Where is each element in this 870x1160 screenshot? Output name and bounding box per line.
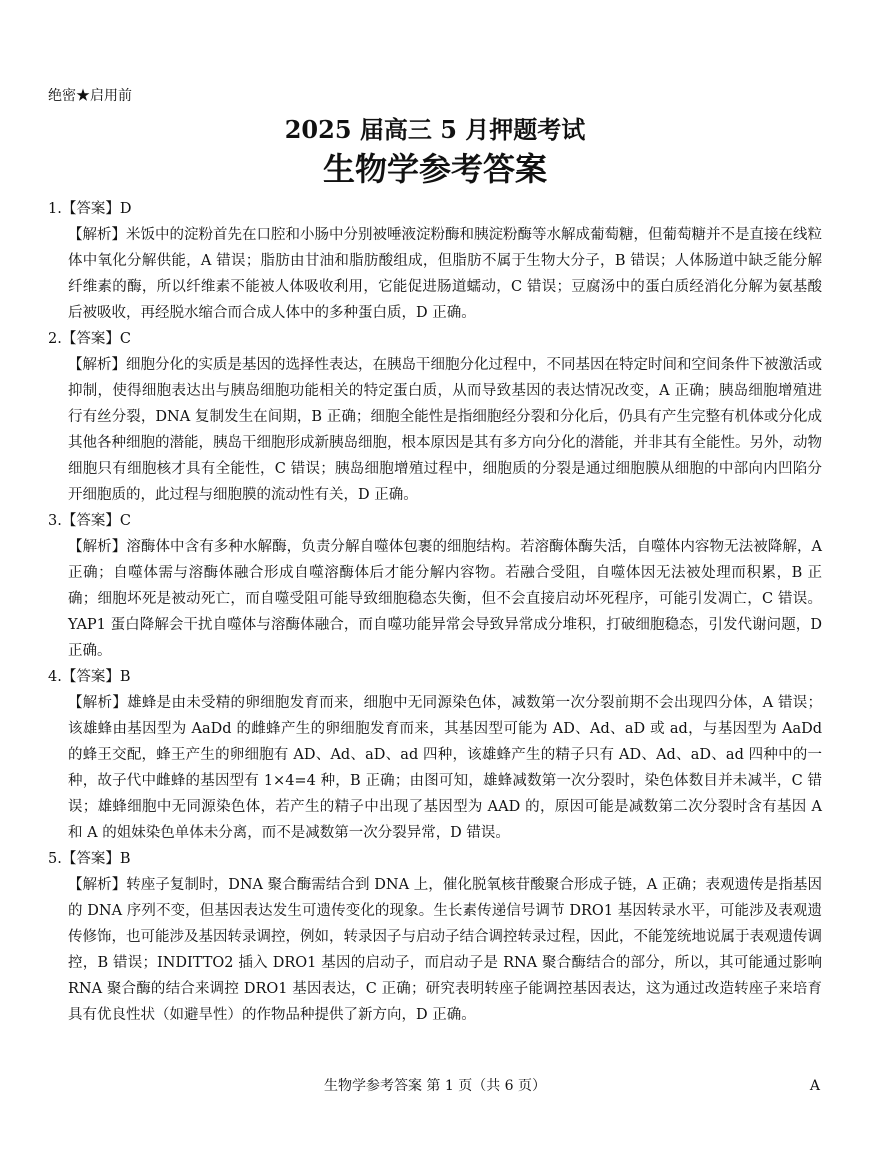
explanation-paragraph: 【解析】溶酶体中含有多种水解酶，负责分解自噬体包裹的细胞结构。若溶酶体酶失活，自噬体内容物无法被降解，A 正确；自噬体需与溶酶体融合形成自噬溶酶体后才能分解内容物。若融合受阻，自噬体因无法被处理而积累，B 正确；细胞坏死是被动死亡，而自噬受阻可能导致细胞稳态失衡，但不会直接启动坏死程序，可能引发凋亡，C 错误。YAP1 蛋白降解会干扰自噬体与溶酶体融合，而自噬功能异常会导致异常成分堆积，打破细胞稳态，引发代谢问题，D 正确。 — [68, 539, 822, 659]
answer-line: 3.【答案】C — [48, 513, 131, 529]
secret-label: 绝密★启用前 — [48, 88, 132, 104]
explanation-paragraph: 【解析】米饭中的淀粉首先在口腔和小肠中分别被唾液淀粉酶和胰淀粉酶等水解成葡萄糖，但葡萄糖并不是直接在线粒体中氧化分解供能，A 错误；脂肪由甘油和脂肪酸组成，但脂肪不属于生物大分子，B 错误；人体肠道中缺乏能分解纤维素的酶，所以纤维素不能被人体吸收利用，它能促进肠道蠕动，C 错误；豆腐汤中的蛋白质经消化分解为氨基酸后被吸收，再经脱水缩合而合成人体中的多种蛋白质，D 正确。 — [68, 227, 822, 321]
version-label: A — [809, 1078, 820, 1094]
answer-line: 5.【答案】B — [48, 851, 131, 867]
answer-line: 1.【答案】D — [48, 201, 132, 217]
answer-line: 2.【答案】C — [48, 331, 131, 347]
explanation-paragraph: 【解析】雄蜂是由未受精的卵细胞发育而来，细胞中无同源染色体，减数第一次分裂前期不会出现四分体，A 错误；该雄蜂由基因型为 AaDd 的雌蜂产生的卵细胞发育而来，其基因型可能为 AD、Ad、aD 或 ad，与基因型为 AaDd 的蜂王交配，蜂王产生的卵细胞有 AD、Ad、aD、ad 四种，该雄蜂产生的精子只有 AD、Ad、aD、ad 四种中的一种，故子代中雌蜂的基因型有 1×4=4 种，B 正确；由图可知，雄蜂减数第一次分裂时，染色体数目并未减半，C 错误；雄蜂细胞中无同源染色体，若产生的精子中出现了基因型为 AAD 的，原因可能是减数第二次分裂时含有基因 A 和 A 的姐妹染色单体未分离，而不是减数第一次分裂异常，D 错误。 — [68, 695, 822, 841]
answer-item-3 — [48, 508, 822, 664]
answer-item-1 — [48, 196, 822, 326]
subject-title: 生物学参考答案 — [322, 150, 547, 188]
explanation-paragraph: 【解析】细胞分化的实质是基因的选择性表达，在胰岛干细胞分化过程中，不同基因在特定时间和空间条件下被激活或抑制，使得细胞表达出与胰岛细胞功能相关的特定蛋白质，从而导致基因的表达情况改变，A 正确；胰岛细胞增殖进行有丝分裂，DNA 复制发生在间期，B 正确；细胞全能性是指细胞经分裂和分化后，仍具有产生完整有机体或分化成其他各种细胞的潜能，胰岛干细胞形成新胰岛细胞，根本原因是其有多方向分化的潜能，并非其有全能性。另外，动物细胞只有细胞核才具有全能性，C 错误；胰岛细胞增殖过程中，细胞质的分裂是通过细胞膜从细胞的中部向内凹陷分开细胞质的，此过程与细胞膜的流动性有关，D 正确。 — [68, 357, 822, 503]
page-number: 生物学参考答案 第 1 页（共 6 页） — [323, 1078, 547, 1094]
answer-item-4 — [48, 664, 822, 846]
answer-item-2 — [48, 326, 822, 508]
explanation-paragraph: 【解析】转座子复制时，DNA 聚合酶需结合到 DNA 上，催化脱氧核苷酸聚合形成子链，A 正确；表观遗传是指基因的 DNA 序列不变，但基因表达发生可遗传变化的现象。生长素传递信号调节 DRO1 基因转录水平，可能涉及表观遗传修饰，也可能涉及基因转录调控，例如，转录因子与启动子结合调控转录过程，因此，不能笼统地说属于表观遗传调控，B 错误；INDITTO2 插入 DRO1 基因的启动子，而启动子是 RNA 聚合酶结合的部分，所以，其可能通过影响 RNA 聚合酶的结合来调控 DRO1 基因表达，C 正确；研究表明转座子能调控基因表达，这为通过改造转座子来培育具有优良性状（如避旱性）的作物品种提供了新方向，D 正确。 — [68, 877, 822, 1023]
answer-item-5 — [48, 846, 822, 1028]
answer-line: 4.【答案】B — [48, 669, 131, 685]
exam-title: 2025 届高三 5 月押题考试 — [284, 115, 586, 144]
